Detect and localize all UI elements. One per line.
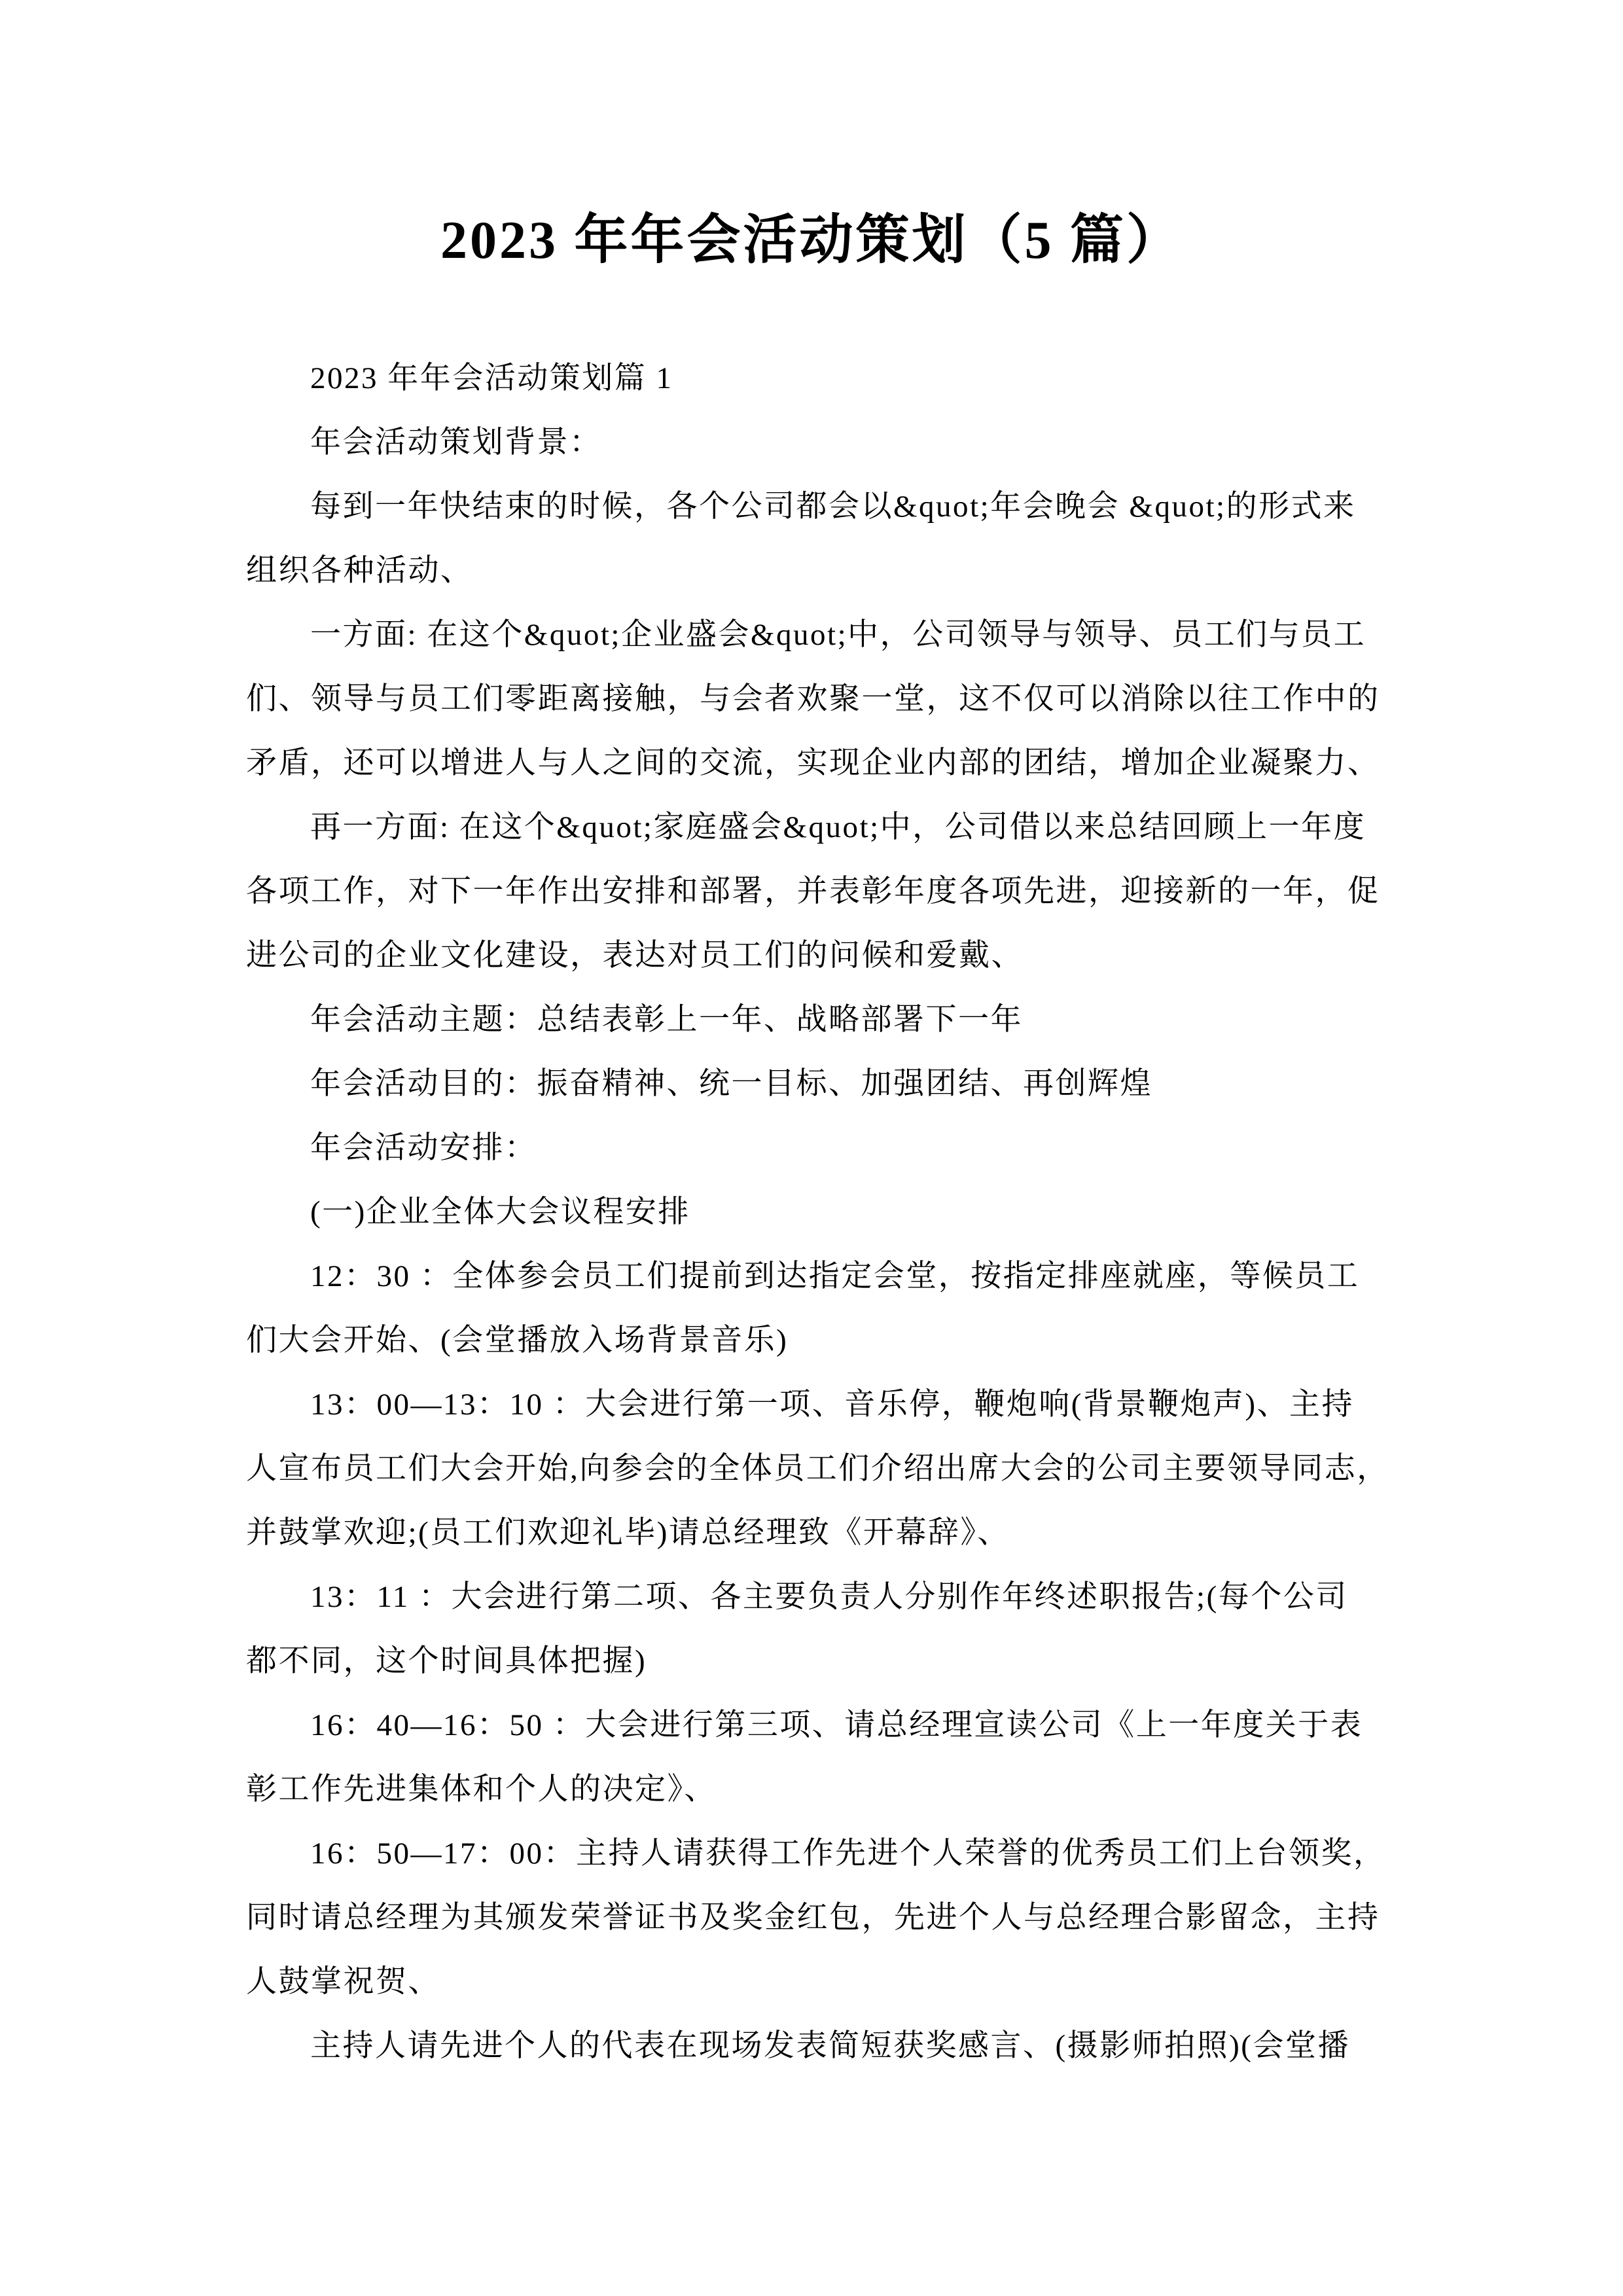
text-line: 主持人请先进个人的代表在现场发表简短获奖感言、(摄影师拍照)(会堂播 — [310, 2029, 1350, 2063]
text-line: 人鼓掌祝贺、 — [246, 1965, 440, 1999]
text-line: 都不同，这个时间具体把握) — [246, 1644, 647, 1678]
text-line: 彰工作先进集体和个人的决定》、 — [246, 1772, 717, 1806]
text-line: 年会活动目的：振奋精神、统一目标、加强团结、再创辉煌 — [310, 1067, 1152, 1101]
text-line: 矛盾，还可以增进人与人之间的交流，实现企业内部的团结，增加企业凝聚力、 — [246, 746, 1380, 780]
text-line: 12：30 ：全体参会员工们提前到达指定会堂，按指定排座就座，等候员工 — [310, 1259, 1360, 1293]
text-line: 每到一年快结束的时候，各个公司都会以&quot;年会晚会 &quot;的形式来 — [310, 490, 1356, 524]
text-line: 一方面: 在这个&quot;企业盛会&quot;中，公司领导与领导、员工们与员工 — [310, 618, 1366, 652]
text-line: 再一方面: 在这个&quot;家庭盛会&quot;中，公司借以来总结回顾上一年度 — [310, 810, 1366, 844]
text-line: 组织各种活动、 — [246, 554, 473, 588]
text-line: 2023 年年会活动策划篇 1 — [310, 361, 673, 395]
text-line: 13：11 ：大会进行第二项、各主要负责人分别作年终述职报告;(每个公司 — [310, 1580, 1348, 1614]
text-line: 们、领导与员工们零距离接触，与会者欢聚一堂，这不仅可以消除以往工作中的 — [246, 682, 1380, 716]
text-line: 各项工作，对下一年作出安排和部署，并表彰年度各项先进，迎接新的一年，促 — [246, 874, 1380, 908]
text-line: 16：50—17：00：主持人请获得工作先进个人荣誉的优秀员工们上台领奖， — [310, 1837, 1386, 1871]
text-line: 进公司的企业文化建设，表达对员工们的问候和爱戴、 — [246, 939, 1024, 973]
text-line: 们大会开始、(会堂播放入场背景音乐) — [246, 1323, 789, 1357]
text-line: 年会活动安排： — [310, 1131, 537, 1165]
document-body — [246, 346, 1389, 2078]
text-line: 年会活动主题：总结表彰上一年、战略部署下一年 — [310, 1003, 1023, 1037]
text-line: 16：40—16：50 ：大会进行第三项、请总经理宣读公司《上一年度关于表 — [310, 1708, 1363, 1742]
text-line: 年会活动策划背景： — [310, 425, 602, 459]
text-line: (一)企业全体大会议程安排 — [310, 1195, 690, 1229]
document-title: 2023 年年会活动策划（5 篇） — [440, 210, 1183, 270]
text-line: 并鼓掌欢迎;(员工们欢迎礼毕)请总经理致《开幕辞》、 — [246, 1516, 1010, 1550]
text-line: 人宣布员工们大会开始,向参会的全体员工们介绍出席大会的公司主要领导同志， — [246, 1452, 1389, 1486]
text-line: 同时请总经理为其颁发荣誉证书及奖金红包，先进个人与总经理合影留念，主持 — [246, 1901, 1380, 1935]
text-line: 13：00—13：10 ：大会进行第一项、音乐停，鞭炮响(背景鞭炮声)、主持 — [310, 1388, 1355, 1422]
